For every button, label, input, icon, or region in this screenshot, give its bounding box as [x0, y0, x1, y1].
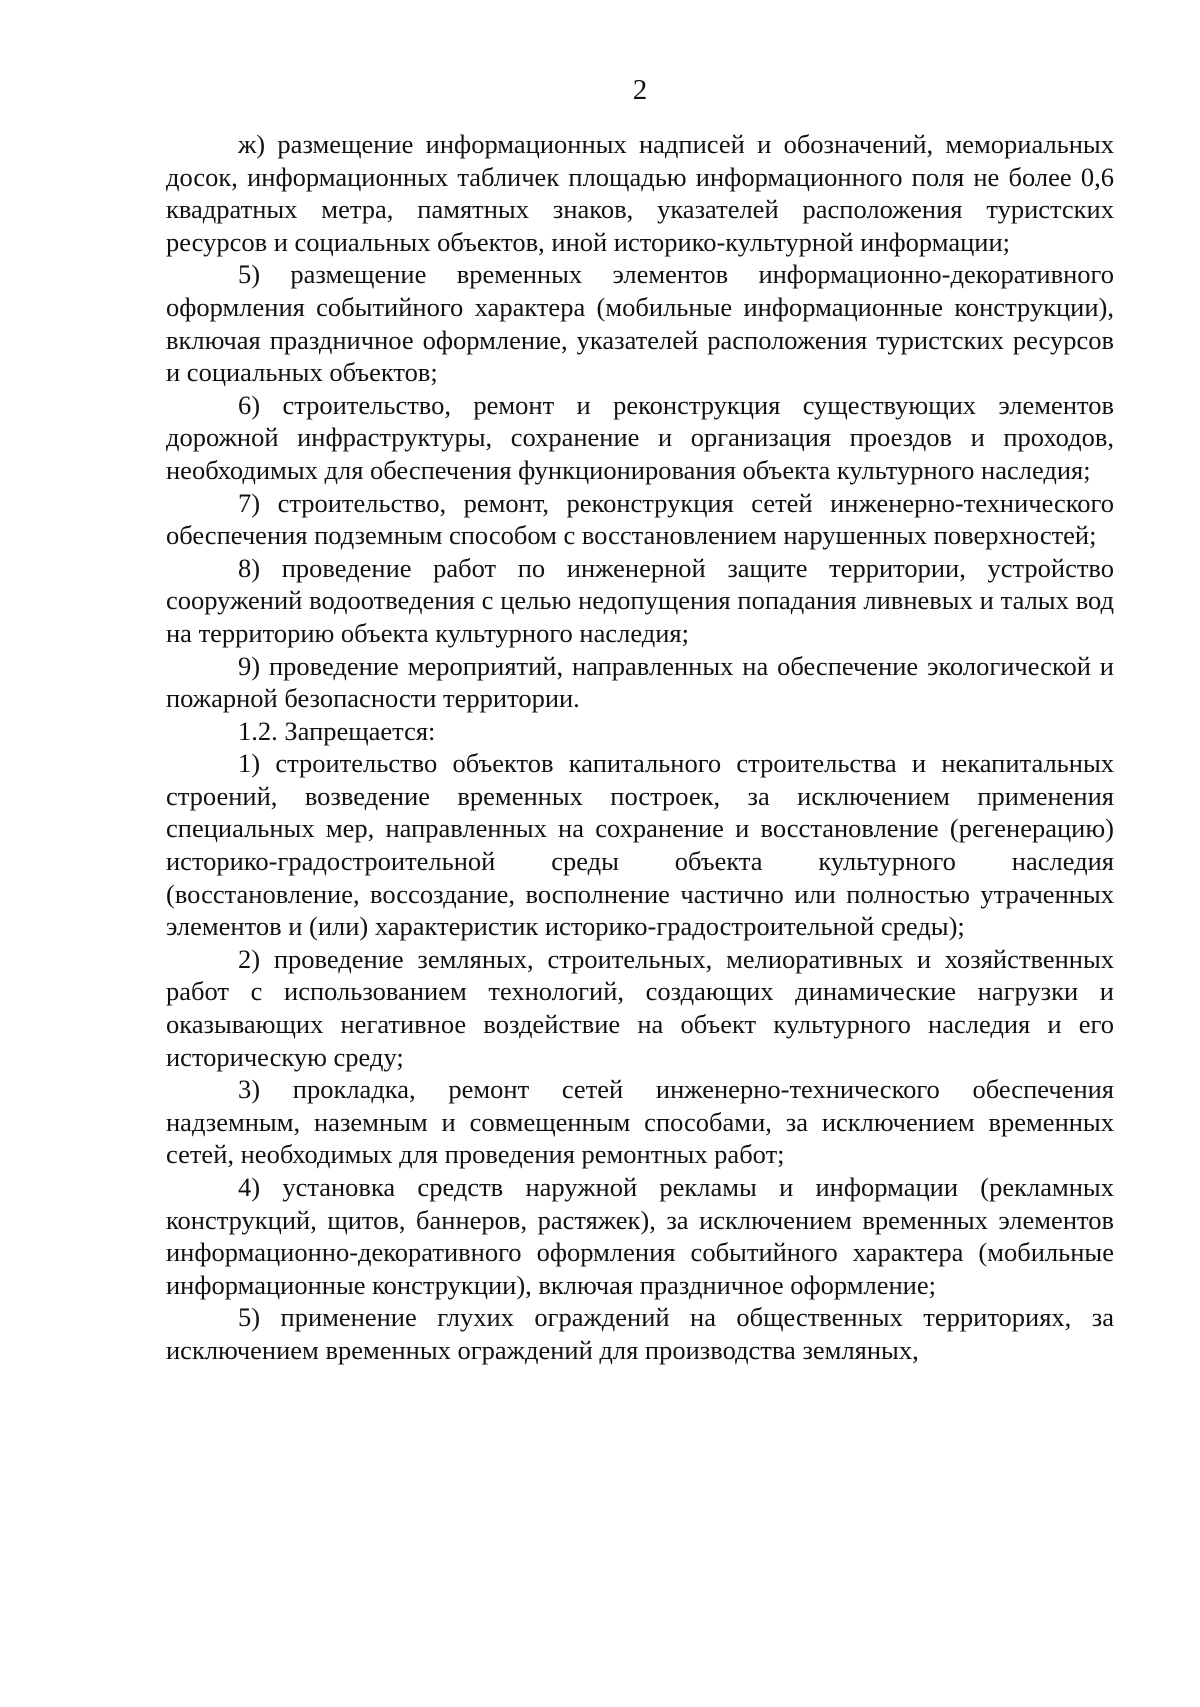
paragraph-6-road-infrastructure: 6) строительство, ремонт и реконструкция существующих элементов дорожной инфраструктуры, сохранение и организация проездов и проходов, необходимых для обеспечения функционирования объекта культурного наследия;: [166, 389, 1114, 485]
section-heading-prohibited: 1.2. Запрещается:: [238, 715, 436, 746]
paragraph-5-temporary-decor: 5) размещение временных элементов информационно-декоративного оформления событийного характера (мобильные информационные конструкции), включая праздничное оформление, указателей расположения туристских ресурсов и социальных объектов;: [166, 259, 1114, 388]
paragraph-zh-inscriptions: ж) размещение информационных надписей и обозначений, мемориальных досок, информационных табличек площадью информационного поля не более 0,6 квадратных метра, памятных знаков, указателей расположения туристских ресурсов и социальных объектов, иной историко-культурной информации;: [166, 129, 1114, 257]
paragraph-7-engineering-networks: 7) строительство, ремонт, реконструкция сетей инженерно-технического обеспечения подземным способом с восстановлением нарушенных поверхностей;: [166, 487, 1114, 551]
paragraph-1-construction-ban: 1) строительство объектов капитального строительства и некапитальных строений, возведение временных построек, за исключением применения специальных мер, направленных на сохранение и восстановление (регенерацию) историко-градостроительной среды объекта культурного наследия (восстановление, воссоздание, восполнение частично или полностью утраченных элементов и (или) характеристик историко-градостроительной среды);: [166, 748, 1114, 942]
paragraph-2-earthworks-ban: 2) проведение земляных, строительных, мелиоративных и хозяйственных работ с использованием технологий, создающих динамические нагрузки и оказывающих негативное воздействие на объект культурного наследия и его историческую среду;: [166, 943, 1114, 1072]
paragraph-3-networks-ban: 3) прокладка, ремонт сетей инженерно-технического обеспечения надземным, наземным и совмещенным способами, за исключением временных сетей, необходимых для проведения ремонтных работ;: [166, 1074, 1114, 1170]
paragraph-8-engineering-protection: 8) проведение работ по инженерной защите территории, устройство сооружений водоотведения с целью недопущения попадания ливневых и талых вод на территорию объекта культурного наследия;: [166, 552, 1114, 648]
paragraph-4-advertising-ban: 4) установка средств наружной рекламы и информации (рекламных конструкций, щитов, баннеров, растяжек), за исключением временных элементов информационно-декоративного оформления событийного характера (мобильные информационные конструкции), включая праздничное оформление;: [166, 1172, 1114, 1300]
paragraph-5-fences-ban: 5) применение глухих ограждений на общественных территориях, за исключением временных ограждений для производства земляных,: [166, 1302, 1114, 1365]
paragraph-9-safety-measures: 9) проведение мероприятий, направленных на обеспечение экологической и пожарной безопасности территории.: [166, 650, 1114, 714]
page-number: 2: [632, 74, 648, 106]
document-body: [166, 128, 1114, 1367]
